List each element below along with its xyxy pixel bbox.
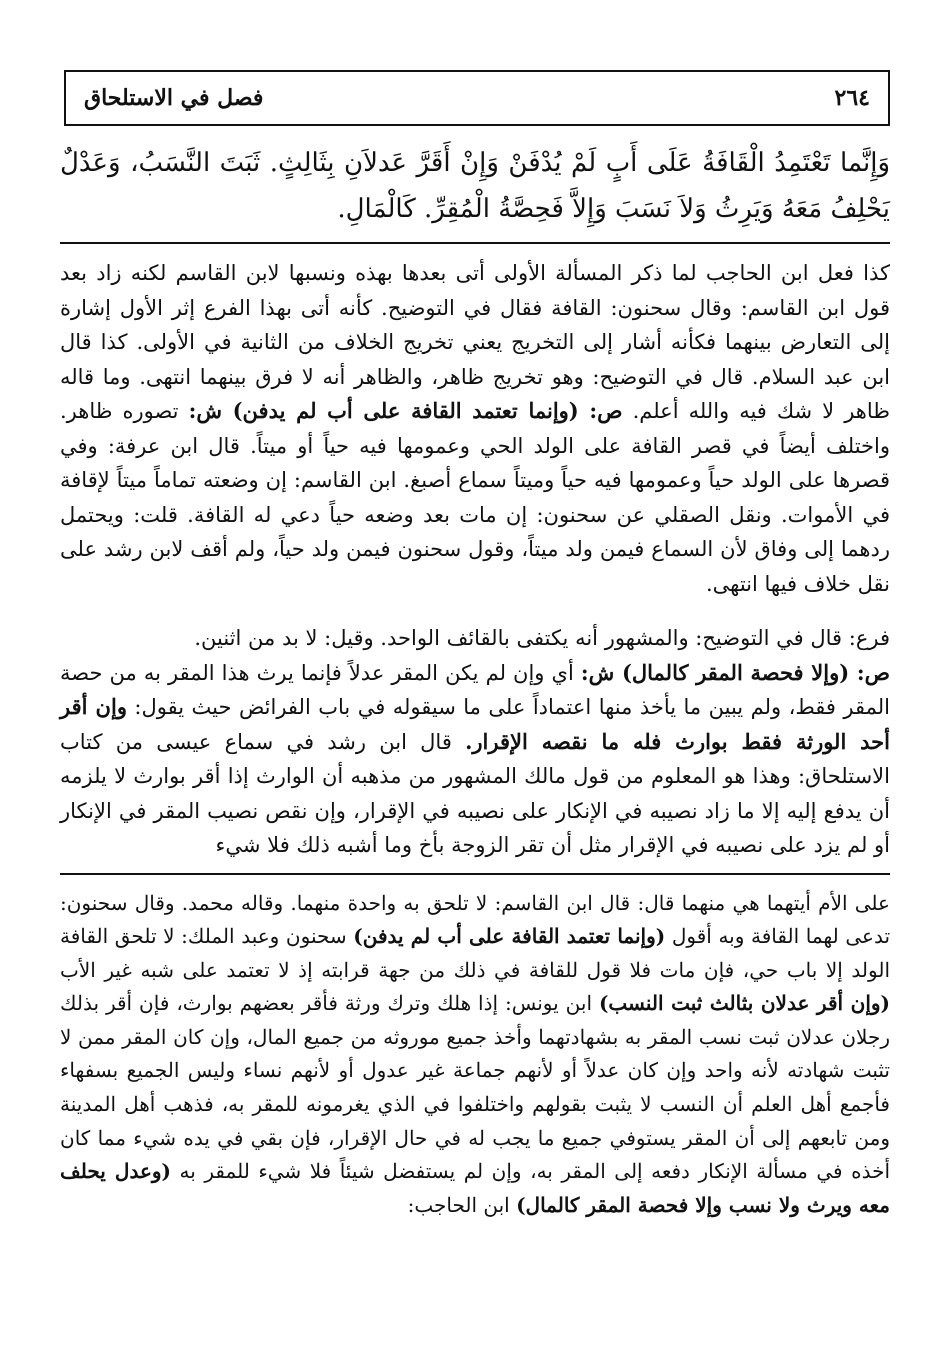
page-number: ٢٦٤ bbox=[834, 85, 870, 111]
book-page bbox=[60, 70, 890, 1222]
matn-quote: ص: (وإلا فحصة المقر كالمال) ش: bbox=[580, 659, 890, 685]
commentary-text: قال ابن رشد في سماع عيسى من كتاب الاستلحاق: وهذا هو المعلوم من قول مالك المشهور من مذهبه أن الوارث إذا أقر بوارث لا يلزمه أن يدفع إليه إلا ما زاد نصيبه في الإنكار على نصيبه في الإقرار، وإن نقص نصيب المقر في الإنكار أو لم يزد على نصيبه في الإقرار مثل أن تقر الزوجة بأخ وما أشبه ذلك فلا شيء bbox=[60, 729, 890, 857]
matn-quote: وإن أقر أحد الورثة فقط بوارث فله ما نقصه الإقرار. bbox=[60, 694, 891, 754]
footnote-text: ابن يونس: إذا هلك وترك ورثة فأقر بعضهم بوارث، فإن أقر بذلك رجلان عدلان ثبت نسب المقر به بشهادتهما وأخذ جميع موروثه من جميع المال، وإن كان المقر ممن لا تثبت شهادته لأنه واحد وإن كان عدلاً أو لأنهم جماعة غير عدول أو لأنهم نساء وليس الجميع بسفهاء فأجمع أهل العلم أن النسب لا يثبت بقولهم واختلفوا في الذي يغرمونه للمقر به، فذهب أهل المدينة ومن تابعهم إلى أن المقر يستوفي جميع ما يجب له في حال الإقرار، فإن بقي في يده شيء مما كان أخذه في مسألة الإنكار دفعه إلى المقر به، وإن لم يستفضل شيئاً فلا شيء للمقر به bbox=[60, 991, 890, 1184]
page-header bbox=[64, 70, 890, 126]
divider bbox=[60, 242, 890, 244]
commentary-paragraph: فرع: قال في التوضيح: والمشهور أنه يكتفى بالقائف الواحد. وقيل: لا بد من اثنين. bbox=[194, 626, 890, 650]
footnotes bbox=[60, 887, 890, 1223]
commentary-text: تصوره ظاهر. واختلف أيضاً في قصر القافة على الولد الحي وعمومها فيه حياً أو ميتاً. قال ابن عرفة: وفي قصرها على الولد حياً وعمومها فيه حياً وميتاً سماع أصبغ. ابن القاسم: إن وضعته تماماً ميتاً لإقافة في الأموات. ونقل الصقلي عن سحنون: إن مات بعد وضعه حياً دعي له القافة. قلت: ويحتمل ردهما إلى وفاق لأن السماع فيمن ولد ميتاً، وقول سحنون فيمن ولد حياً، ولم أقف لابن رشد على نقل خلاف فيها انتهى. bbox=[60, 399, 890, 596]
matn-quote: ص: (وإنما تعتمد القافة على أب لم يدفن) ش: bbox=[188, 398, 623, 423]
footnote-paragraph bbox=[60, 887, 890, 1223]
commentary bbox=[60, 256, 890, 863]
divider bbox=[60, 873, 890, 875]
footnote-text: على الأم أيتهما هي منهما قال: قال ابن القاسم: لا تلحق به واحدة منهما. وقاله محمد. وقال سحنون: تدعى لهما القافة وبه أقول bbox=[60, 890, 891, 949]
commentary-paragraph bbox=[60, 256, 890, 601]
footnote-text: سحنون وعبد الملك: لا تلحق القافة الولد إلا باب حي، فإن مات فلا قول للقافة في ذلك من جهة قرابته إذ لا تعتمد على شبه غير الأب bbox=[60, 924, 890, 982]
commentary-text: كذا فعل ابن الحاجب لما ذكر المسألة الأولى أتى بعدها بهذه ونسبها لابن القاسم لكنه زاد بعد قول ابن القاسم: وقال سحنون: القافة فقال في التوضيح. كأنه أتى بهذا الفرع إثر الأول إشارة إلى التعارض بينهما فكأنه أشار إلى التخريج يعني تخريج الخلاف من الثانية في الأولى. كذا قال ابن عبد السلام. قال في التوضيح: وهو تخريج ظاهر، والظاهر أنه لا فرق بينهما انتهى. وما قاله ظاهر لا شك فيه والله أعلم. bbox=[60, 261, 890, 423]
footnote-text: ابن الحاجب: bbox=[407, 1192, 517, 1217]
running-title: فصل في الاستلحاق bbox=[84, 85, 264, 111]
matn-quote: (وإن أقر عدلان بثالث ثبت النسب) bbox=[598, 991, 890, 1016]
matn-quote: (وإنما تعتمد القافة على أب لم يدفن) bbox=[353, 924, 666, 949]
commentary-text: أي وإن لم يكن المقر عدلاً فإنما يرث هذا المقر به من حصة المقر فقط، ولم يبين ما يأخذ منها اعتماداً على ما سيقوله في باب الفرائض حيث يقول: bbox=[60, 660, 891, 719]
matn-quote: (وعدل يحلف معه ويرث ولا نسب وإلا فحصة المقر كالمال) bbox=[60, 1159, 890, 1217]
paragraph-gap bbox=[60, 601, 890, 621]
matn-text: وَإِنَّما تَعْتَمِدُ الْقَافَةُ عَلَى أَبٍ لَمْ يُدْفَنْ وَإِنْ أَقَرَّ عَدلاَنِ بِثَالِثٍ. ثَبَتَ النَّسَبُ، وَعَدْلٌ يَحْلِفُ مَعَهُ وَيَرِثُ وَلاَ نَسَبَ وَإِلاَّ فَحِصَّةُ الْمُقِرِّ. كَالْمَالِ. bbox=[60, 148, 890, 224]
commentary-paragraph bbox=[60, 656, 890, 863]
